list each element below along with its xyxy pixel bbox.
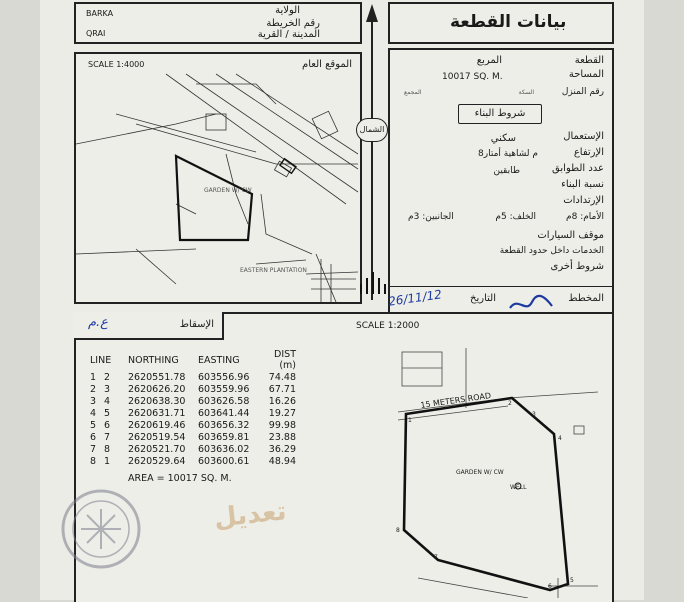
projection-scale: SCALE 1:2000 <box>356 321 420 331</box>
row-northing: 2620638.30 <box>128 396 186 407</box>
row-dist: 16.26 <box>268 396 296 407</box>
location-scale: SCALE 1:4000 <box>88 60 145 69</box>
vertex-3: 3 <box>532 411 536 418</box>
sides-setback <box>408 213 454 222</box>
city-label: المدينة / القرية <box>257 29 320 40</box>
row-northing: 2620631.71 <box>128 408 186 419</box>
north-label <box>356 118 388 142</box>
back-value: 5م <box>495 212 507 222</box>
plot-label: القطعة <box>574 55 604 66</box>
plot-info-box <box>388 48 614 314</box>
handwritten-date: 26/11/12 <box>387 287 443 309</box>
north-label-text: الشمال <box>359 125 385 134</box>
plot-data-title: بيانات القطعة <box>450 12 567 32</box>
stamp-watermark: تعديل <box>212 496 288 534</box>
row-to: 1 <box>104 456 111 467</box>
table-row <box>90 432 296 444</box>
location-garden-label: GARDEN W/ CW <box>204 187 252 194</box>
date-label: التاريخ <box>470 293 496 304</box>
row-dist: 74.48 <box>268 372 296 383</box>
row-dist: 23.88 <box>268 432 296 443</box>
row-easting: 603659.81 <box>198 432 250 443</box>
row-from: 3 <box>90 396 97 407</box>
floors-value: طابقين <box>493 166 520 176</box>
row-northing: 2620619.46 <box>128 420 186 431</box>
street-label: السكة <box>518 89 534 96</box>
sides-value: 3م <box>408 212 420 222</box>
sides-label: الجانبين: <box>422 212 454 222</box>
location-map-drawing <box>76 54 360 302</box>
building-ratio-label: نسبة البناء <box>561 179 604 190</box>
coordinates-table <box>90 349 296 468</box>
road-label: 15 METERS ROAD <box>419 391 492 410</box>
table-row <box>90 396 296 408</box>
header-right-box <box>388 2 614 44</box>
location-east-label: EASTERN PLANTATION <box>240 267 307 274</box>
col-line: LINE <box>90 354 112 366</box>
row-dist: 19.27 <box>268 408 296 419</box>
row-dist: 48.94 <box>268 456 296 467</box>
row-easting: 603626.58 <box>198 396 250 407</box>
city-value: QRAI <box>86 29 106 38</box>
row-dist: 67.71 <box>268 384 296 395</box>
row-easting: 603641.44 <box>198 408 250 419</box>
coordinates-header-row <box>90 349 296 372</box>
row-to: 8 <box>104 444 111 455</box>
projection-title-box <box>74 312 224 340</box>
floors-label: عدد الطوابق <box>552 163 604 174</box>
col-dist: DIST (m) <box>274 349 296 371</box>
row-dist: 36.29 <box>268 444 296 455</box>
use-value: سكني <box>490 133 516 144</box>
compass-rays-icon <box>357 270 389 294</box>
north-arrow-line <box>362 0 382 300</box>
map-number-label: رقم الخريطة <box>266 18 320 29</box>
height-label: الإرتفاع <box>573 147 604 158</box>
other-conditions-label: شروط أخرى <box>550 261 604 272</box>
header-left-box <box>74 2 362 44</box>
north-arrow-icon <box>366 4 378 22</box>
row-northing: 2620551.78 <box>128 372 186 383</box>
area-label: المساحة <box>568 69 604 80</box>
row-from: 1 <box>90 372 97 383</box>
row-easting: 603600.61 <box>198 456 250 467</box>
wilaya-label: الولاية <box>275 5 300 16</box>
official-stamp-seal <box>56 484 146 574</box>
table-row <box>90 456 296 468</box>
col-northing: NORTHING <box>128 354 179 366</box>
location-map-box <box>74 52 362 304</box>
row-to: 7 <box>104 432 111 443</box>
row-from: 5 <box>90 420 97 431</box>
row-easting: 603556.96 <box>198 372 250 383</box>
row-from: 4 <box>90 408 97 419</box>
vertex-5: 5 <box>570 577 574 584</box>
wilaya-value: BARKA <box>86 9 114 18</box>
vertex-1: 1 <box>408 417 412 424</box>
table-row <box>90 408 296 420</box>
height-value: 8م لشاهية أمتار <box>478 149 538 159</box>
row-northing: 2620626.20 <box>128 384 186 395</box>
back-setback <box>495 213 536 222</box>
planner-signature <box>508 294 554 314</box>
front-setback <box>566 213 604 222</box>
building-conditions-title: شروط البناء <box>474 108 526 119</box>
row-to: 6 <box>104 420 111 431</box>
house-number-label: رقم المنزل <box>561 87 604 97</box>
row-northing: 2620519.54 <box>128 432 186 443</box>
building-conditions-header <box>458 104 542 124</box>
row-from: 8 <box>90 456 97 467</box>
front-value: 8م <box>566 212 578 222</box>
col-easting: EASTING <box>198 354 240 366</box>
vertex-8: 8 <box>396 527 400 534</box>
vertex-4: 4 <box>558 435 562 442</box>
row-from: 6 <box>90 432 97 443</box>
well-label: WELL <box>510 484 527 491</box>
area-value: 10017 SQ. M. <box>442 72 503 82</box>
row-to: 2 <box>104 372 111 383</box>
use-label: الإستعمال <box>563 131 604 142</box>
row-from: 7 <box>90 444 97 455</box>
table-row <box>90 372 296 384</box>
back-label: الخلف: <box>509 212 536 222</box>
row-to: 4 <box>104 396 111 407</box>
row-to: 3 <box>104 384 111 395</box>
area-total: AREA = 10017 SQ. M. <box>128 473 232 484</box>
vertex-6: 6 <box>548 583 552 590</box>
row-dist: 99.98 <box>268 420 296 431</box>
services-label: الخدمات داخل حدود القطعة <box>499 246 604 256</box>
row-northing: 2620521.70 <box>128 444 186 455</box>
front-label: الأمام: <box>580 212 604 222</box>
projection-title: الإسقاط <box>179 319 214 330</box>
row-easting: 603656.32 <box>198 420 250 431</box>
square-label: المربع <box>476 55 502 66</box>
location-map-title: الموقع العام <box>302 59 352 70</box>
setbacks-label: الإرتدادات <box>563 195 604 206</box>
table-row <box>90 384 296 396</box>
table-row <box>90 444 296 456</box>
plot-garden-label: GARDEN W/ CW <box>456 469 504 476</box>
vertex-7: 7 <box>434 554 438 561</box>
plot-info-divider <box>390 286 612 287</box>
row-easting: 603636.02 <box>198 444 250 455</box>
row-from: 2 <box>90 384 97 395</box>
row-easting: 603559.96 <box>198 384 250 395</box>
vertex-2: 2 <box>508 400 512 407</box>
projection-stamp-text: ع.م <box>88 315 108 330</box>
parking-label: موقف السيارات <box>537 230 604 241</box>
table-row <box>90 420 296 432</box>
row-to: 5 <box>104 408 111 419</box>
row-northing: 2620529.64 <box>128 456 186 467</box>
planner-label: المخطط <box>568 293 604 304</box>
complex-label: المجمع <box>404 89 422 96</box>
